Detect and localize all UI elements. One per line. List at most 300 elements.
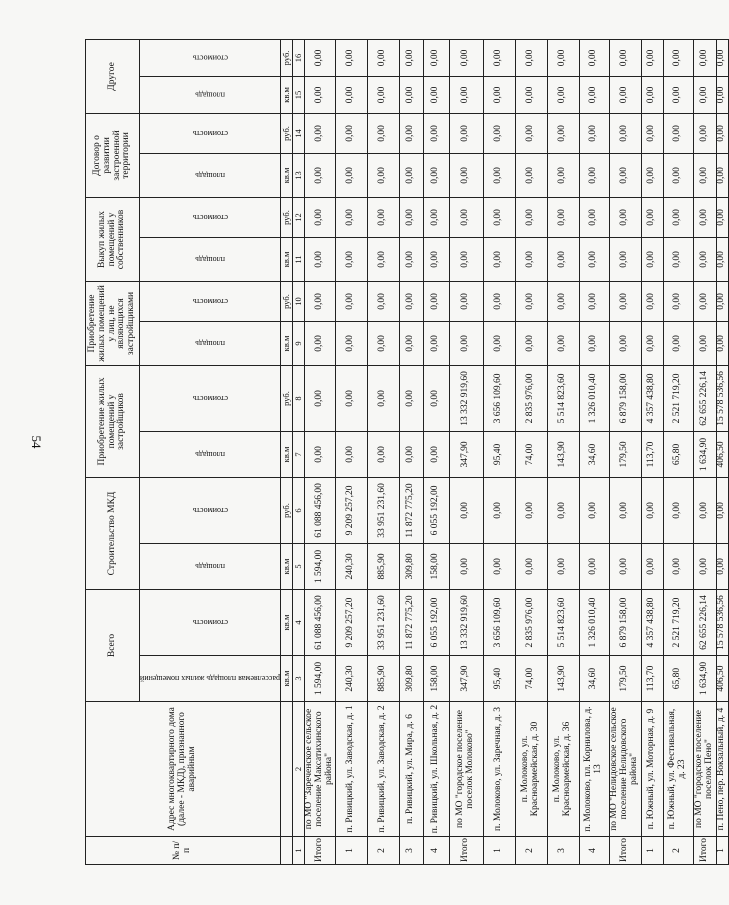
value-cell: 0,00 — [693, 543, 716, 589]
value-cell: 6 055 192,00 — [423, 477, 449, 543]
subheader-area: площадь — [140, 431, 281, 477]
value-cell: 0,00 — [367, 431, 399, 477]
unit-cell: кв.м — [280, 656, 292, 702]
table-row — [547, 39, 579, 864]
row-number-cell: 2 — [515, 837, 547, 865]
address-cell: п. Молоково, ул. Заречная, д. 3 — [483, 702, 515, 837]
subheader-cost: стоимость — [140, 365, 281, 431]
unit-cell: кв.м — [280, 153, 292, 197]
value-cell: 0,00 — [483, 197, 515, 237]
value-cell: 0,00 — [716, 197, 728, 237]
value-cell: 0,00 — [367, 197, 399, 237]
column-index-cell: 14 — [292, 113, 304, 153]
value-cell: 62 655 226,14 — [693, 365, 716, 431]
unit-cell: руб. — [280, 281, 292, 321]
value-cell: 0,00 — [367, 237, 399, 281]
subtotal-row — [609, 39, 641, 864]
col-header-build: Строительство МКД — [86, 477, 140, 589]
value-cell: 0,00 — [423, 39, 449, 76]
unit-cell: руб. — [280, 113, 292, 153]
value-cell: 0,00 — [579, 197, 609, 237]
value-cell: 0,00 — [335, 197, 367, 237]
value-cell: 0,00 — [547, 76, 579, 113]
value-cell: 0,00 — [399, 113, 423, 153]
value-cell: 0,00 — [716, 39, 728, 76]
value-cell: 0,00 — [335, 321, 367, 365]
value-cell: 2 521 719,20 — [663, 589, 693, 655]
value-cell: 885,90 — [367, 656, 399, 702]
address-cell: п. Пено, пер. Вокзальный, д. 4 — [716, 702, 728, 837]
address-cell: п. Ривицкий, ул. Мира, д. 6 — [399, 702, 423, 837]
subheader-area: площадь — [140, 543, 281, 589]
value-cell: 0,00 — [609, 321, 641, 365]
address-cell: п. Молоково, ул. Красноармейская, д. 30 — [515, 702, 547, 837]
value-cell: 0,00 — [449, 113, 483, 153]
col-header-buy-dev: Приобретение жилых помещений у застройщиков — [86, 365, 140, 477]
value-cell: 0,00 — [579, 113, 609, 153]
value-cell: 0,00 — [547, 197, 579, 237]
value-cell: 0,00 — [449, 237, 483, 281]
page-number: 54 — [29, 435, 44, 449]
value-cell: 0,00 — [693, 39, 716, 76]
value-cell: 34,60 — [579, 656, 609, 702]
value-cell: 0,00 — [663, 153, 693, 197]
subheader-cost: стоимость — [140, 113, 281, 153]
value-cell: 0,00 — [641, 237, 663, 281]
value-cell: 0,00 — [483, 113, 515, 153]
value-cell: 95,40 — [483, 431, 515, 477]
value-cell: 0,00 — [579, 543, 609, 589]
value-cell: 0,00 — [304, 431, 335, 477]
column-index-cell: 5 — [292, 543, 304, 589]
row-number-cell: 1 — [716, 837, 728, 865]
value-cell: 0,00 — [663, 113, 693, 153]
value-cell: 0,00 — [641, 153, 663, 197]
subheader-cost: стоимость — [140, 39, 281, 76]
value-cell: 0,00 — [515, 76, 547, 113]
value-cell: 0,00 — [663, 237, 693, 281]
value-cell: 0,00 — [579, 477, 609, 543]
table-row — [423, 39, 449, 864]
value-cell: 74,00 — [515, 431, 547, 477]
value-cell: 0,00 — [663, 39, 693, 76]
value-cell: 0,00 — [693, 321, 716, 365]
value-cell: 0,00 — [335, 237, 367, 281]
value-cell: 0,00 — [449, 477, 483, 543]
subheader-area: площадь — [140, 76, 281, 113]
value-cell: 2 835 976,00 — [515, 365, 547, 431]
value-cell: 13 332 919,60 — [449, 589, 483, 655]
value-cell: 0,00 — [367, 76, 399, 113]
value-cell: 0,00 — [449, 153, 483, 197]
value-cell: 34,60 — [579, 431, 609, 477]
value-cell: 0,00 — [423, 113, 449, 153]
value-cell: 240,30 — [335, 543, 367, 589]
value-cell: 0,00 — [367, 365, 399, 431]
address-cell: п. Южный, ул. Моторная, д. 9 — [641, 702, 663, 837]
value-cell: 0,00 — [716, 76, 728, 113]
value-cell: 179,50 — [609, 656, 641, 702]
value-cell: 1 594,00 — [304, 543, 335, 589]
value-cell: 4 357 438,80 — [641, 589, 663, 655]
column-index-cell: 9 — [292, 321, 304, 365]
value-cell: 0,00 — [515, 39, 547, 76]
value-cell: 0,00 — [609, 543, 641, 589]
value-cell: 0,00 — [367, 113, 399, 153]
value-cell: 0,00 — [641, 39, 663, 76]
row-number-cell: 4 — [579, 837, 609, 865]
value-cell: 1 326 010,40 — [579, 589, 609, 655]
address-cell: по МО "Зареченское сельское поселение Максатихинского района" — [304, 702, 335, 837]
value-cell: 0,00 — [335, 39, 367, 76]
subheader-area: площадь — [140, 237, 281, 281]
column-index-cell: 13 — [292, 153, 304, 197]
value-cell: 0,00 — [515, 197, 547, 237]
column-index-cell: 4 — [292, 589, 304, 655]
unit-cell: кв.м — [280, 543, 292, 589]
value-cell: 0,00 — [367, 39, 399, 76]
value-cell: 0,00 — [663, 197, 693, 237]
subheader-cost: стоимость — [140, 281, 281, 321]
value-cell: 0,00 — [449, 76, 483, 113]
unit-cell: кв.м — [280, 589, 292, 655]
value-cell: 0,00 — [547, 477, 579, 543]
table-row — [515, 39, 547, 864]
value-cell: 0,00 — [716, 113, 728, 153]
value-cell: 0,00 — [304, 321, 335, 365]
value-cell: 74,00 — [515, 656, 547, 702]
value-cell: 179,50 — [609, 431, 641, 477]
row-number-cell: 1 — [335, 837, 367, 865]
value-cell: 0,00 — [367, 321, 399, 365]
value-cell: 0,00 — [483, 76, 515, 113]
value-cell: 0,00 — [515, 281, 547, 321]
row-number-cell: Итого — [609, 837, 641, 865]
value-cell: 3 656 109,60 — [483, 589, 515, 655]
value-cell: 0,00 — [449, 39, 483, 76]
value-cell: 0,00 — [483, 477, 515, 543]
value-cell: 6 879 158,00 — [609, 365, 641, 431]
column-index-cell: 12 — [292, 197, 304, 237]
value-cell: 9 209 257,20 — [335, 477, 367, 543]
value-cell: 15 578 536,56 — [716, 365, 728, 431]
value-cell: 143,90 — [547, 431, 579, 477]
value-cell: 0,00 — [399, 153, 423, 197]
value-cell: 0,00 — [399, 321, 423, 365]
value-cell: 0,00 — [609, 237, 641, 281]
value-cell: 0,00 — [399, 197, 423, 237]
value-cell: 1 326 010,40 — [579, 365, 609, 431]
column-index-cell: 8 — [292, 365, 304, 431]
value-cell: 0,00 — [515, 113, 547, 153]
unit-cell: кв.м — [280, 321, 292, 365]
value-cell: 0,00 — [483, 39, 515, 76]
value-cell: 0,00 — [693, 237, 716, 281]
value-cell: 0,00 — [609, 39, 641, 76]
address-cell: п. Ривицкий, ул. Заводская, д. 1 — [335, 702, 367, 837]
value-cell: 0,00 — [609, 76, 641, 113]
resettlement-table — [85, 39, 729, 865]
value-cell: 0,00 — [609, 197, 641, 237]
subheader-cost: стоимость — [140, 477, 281, 543]
value-cell: 0,00 — [483, 281, 515, 321]
subtotal-row — [449, 39, 483, 864]
value-cell: 0,00 — [304, 113, 335, 153]
col-header-num: № п/п — [86, 837, 281, 865]
value-cell: 0,00 — [663, 543, 693, 589]
unit-cell — [280, 837, 292, 865]
value-cell: 0,00 — [641, 281, 663, 321]
value-cell: 0,00 — [423, 431, 449, 477]
value-cell: 0,00 — [693, 477, 716, 543]
value-cell: 0,00 — [304, 197, 335, 237]
value-cell: 0,00 — [367, 153, 399, 197]
table-row — [367, 39, 399, 864]
value-cell: 309,80 — [399, 656, 423, 702]
value-cell: 0,00 — [399, 365, 423, 431]
value-cell: 0,00 — [693, 197, 716, 237]
value-cell: 0,00 — [579, 153, 609, 197]
value-cell: 33 951 231,60 — [367, 589, 399, 655]
table-row — [483, 39, 515, 864]
value-cell: 0,00 — [693, 153, 716, 197]
value-cell: 0,00 — [304, 76, 335, 113]
address-cell: по МО "Нелидовское сельское поселение Нелидовского района" — [609, 702, 641, 837]
value-cell: 6 879 158,00 — [609, 589, 641, 655]
value-cell: 158,00 — [423, 543, 449, 589]
table-row — [399, 39, 423, 864]
address-cell: п. Южный, ул. Фестивальная, д. 23 — [663, 702, 693, 837]
unit-cell: руб. — [280, 39, 292, 76]
value-cell: 0,00 — [579, 281, 609, 321]
table-row — [663, 39, 693, 864]
value-cell: 0,00 — [609, 477, 641, 543]
value-cell: 113,70 — [641, 431, 663, 477]
address-cell: п. Молоково, ул. Красноармейская, д. 36 — [547, 702, 579, 837]
column-index-cell: 1 — [292, 837, 304, 865]
value-cell: 0,00 — [609, 281, 641, 321]
value-cell: 0,00 — [641, 76, 663, 113]
value-cell: 0,00 — [399, 76, 423, 113]
value-cell: 0,00 — [579, 76, 609, 113]
value-cell: 0,00 — [609, 153, 641, 197]
value-cell: 0,00 — [304, 281, 335, 321]
row-number-cell: 1 — [483, 837, 515, 865]
value-cell: 0,00 — [335, 76, 367, 113]
value-cell: 0,00 — [515, 477, 547, 543]
value-cell: 0,00 — [423, 76, 449, 113]
value-cell: 0,00 — [449, 321, 483, 365]
value-cell: 0,00 — [716, 477, 728, 543]
table-row — [641, 39, 663, 864]
row-number-cell: 3 — [547, 837, 579, 865]
row-number-cell: Итого — [693, 837, 716, 865]
subheader-area: площадь — [140, 153, 281, 197]
value-cell: 0,00 — [547, 543, 579, 589]
value-cell: 0,00 — [716, 321, 728, 365]
value-cell: 0,00 — [423, 197, 449, 237]
value-cell: 0,00 — [449, 197, 483, 237]
address-cell: п. Молоково, пл. Корнилова, д. 13 — [579, 702, 609, 837]
address-cell: по МО "городское поселение поселок Пено" — [693, 702, 716, 837]
column-index-cell: 6 — [292, 477, 304, 543]
value-cell: 0,00 — [663, 477, 693, 543]
value-cell: 885,90 — [367, 543, 399, 589]
value-cell: 0,00 — [693, 76, 716, 113]
value-cell: 1 594,00 — [304, 656, 335, 702]
unit-cell — [280, 702, 292, 837]
value-cell: 0,00 — [304, 237, 335, 281]
value-cell: 9 209 257,20 — [335, 589, 367, 655]
value-cell: 6 055 192,00 — [423, 589, 449, 655]
column-index-cell: 16 — [292, 39, 304, 76]
row-number-cell: Итого — [449, 837, 483, 865]
column-index-cell: 15 — [292, 76, 304, 113]
value-cell: 5 514 823,60 — [547, 365, 579, 431]
value-cell: 0,00 — [641, 197, 663, 237]
value-cell: 0,00 — [716, 237, 728, 281]
value-cell: 0,00 — [579, 321, 609, 365]
value-cell: 0,00 — [547, 321, 579, 365]
value-cell: 0,00 — [423, 321, 449, 365]
value-cell: 240,30 — [335, 656, 367, 702]
address-cell: п. Ривицкий, ул. Школьная, д. 2 — [423, 702, 449, 837]
value-cell: 0,00 — [304, 365, 335, 431]
value-cell: 0,00 — [515, 543, 547, 589]
address-cell: п. Ривицкий, ул. Заводская, д. 2 — [367, 702, 399, 837]
col-header-buy-nondev: Приобретение жилых помещений у лиц, не являющихся застройщиками — [86, 281, 140, 365]
value-cell: 15 578 536,56 — [716, 589, 728, 655]
value-cell: 0,00 — [483, 321, 515, 365]
value-cell: 0,00 — [641, 321, 663, 365]
value-cell: 0,00 — [423, 237, 449, 281]
subtotal-row — [693, 39, 716, 864]
value-cell: 95,40 — [483, 656, 515, 702]
subheader-area: площадь — [140, 321, 281, 365]
value-cell: 0,00 — [663, 321, 693, 365]
value-cell: 0,00 — [335, 365, 367, 431]
value-cell: 0,00 — [515, 237, 547, 281]
value-cell: 158,00 — [423, 656, 449, 702]
unit-cell: кв.м — [280, 237, 292, 281]
row-number-cell: Итого — [304, 837, 335, 865]
value-cell: 0,00 — [304, 153, 335, 197]
value-cell: 0,00 — [399, 281, 423, 321]
value-cell: 0,00 — [483, 237, 515, 281]
value-cell: 0,00 — [335, 431, 367, 477]
value-cell: 62 655 226,14 — [693, 589, 716, 655]
value-cell: 1 634,90 — [693, 431, 716, 477]
value-cell: 0,00 — [367, 281, 399, 321]
value-cell: 0,00 — [515, 153, 547, 197]
column-index-cell: 10 — [292, 281, 304, 321]
subheader-cost: стоимость — [140, 589, 281, 655]
row-number-cell: 2 — [663, 837, 693, 865]
value-cell: 0,00 — [693, 113, 716, 153]
value-cell: 0,00 — [335, 281, 367, 321]
value-cell: 0,00 — [423, 365, 449, 431]
subheader-cost: стоимость — [140, 197, 281, 237]
header-row-groups — [86, 39, 140, 864]
value-cell: 2 835 976,00 — [515, 589, 547, 655]
value-cell: 0,00 — [547, 237, 579, 281]
value-cell: 65,80 — [663, 431, 693, 477]
value-cell: 0,00 — [547, 281, 579, 321]
value-cell: 0,00 — [641, 477, 663, 543]
value-cell: 13 332 919,60 — [449, 365, 483, 431]
value-cell: 0,00 — [423, 153, 449, 197]
value-cell: 0,00 — [716, 153, 728, 197]
value-cell: 0,00 — [483, 543, 515, 589]
value-cell: 3 656 109,60 — [483, 365, 515, 431]
column-index-row — [292, 39, 304, 864]
col-header-contract: Договор о развитии застроенной территории — [86, 113, 140, 197]
value-cell: 0,00 — [547, 113, 579, 153]
value-cell: 0,00 — [641, 543, 663, 589]
row-number-cell: 1 — [641, 837, 663, 865]
value-cell: 0,00 — [693, 281, 716, 321]
value-cell: 0,00 — [483, 153, 515, 197]
value-cell: 113,70 — [641, 656, 663, 702]
value-cell: 11 872 775,20 — [399, 589, 423, 655]
rotated-table-wrapper — [85, 40, 727, 865]
value-cell: 65,80 — [663, 656, 693, 702]
value-cell: 0,00 — [579, 39, 609, 76]
value-cell: 0,00 — [641, 113, 663, 153]
value-cell: 4 357 438,80 — [641, 365, 663, 431]
subheader-resettled-area: расселяемая площадь жилых помещений — [140, 656, 281, 702]
value-cell: 0,00 — [579, 237, 609, 281]
col-header-total: Всего — [86, 589, 140, 701]
value-cell: 0,00 — [449, 543, 483, 589]
value-cell: 0,00 — [547, 153, 579, 197]
column-index-cell: 11 — [292, 237, 304, 281]
unit-cell: руб. — [280, 365, 292, 431]
unit-cell: кв.м — [280, 76, 292, 113]
subtotal-row — [304, 39, 335, 864]
value-cell: 0,00 — [663, 76, 693, 113]
value-cell: 0,00 — [515, 321, 547, 365]
row-number-cell: 2 — [367, 837, 399, 865]
value-cell: 61 088 456,00 — [304, 477, 335, 543]
value-cell: 33 951 231,60 — [367, 477, 399, 543]
value-cell: 0,00 — [399, 39, 423, 76]
value-cell: 2 521 719,20 — [663, 365, 693, 431]
column-index-cell: 7 — [292, 431, 304, 477]
col-header-redeem: Выкуп жилых помещений у собственников — [86, 197, 140, 281]
value-cell: 0,00 — [335, 153, 367, 197]
value-cell: 0,00 — [609, 113, 641, 153]
value-cell: 347,90 — [449, 656, 483, 702]
value-cell: 0,00 — [716, 281, 728, 321]
row-number-cell: 4 — [423, 837, 449, 865]
value-cell: 0,00 — [716, 543, 728, 589]
value-cell: 406,50 — [716, 431, 728, 477]
value-cell: 0,00 — [449, 281, 483, 321]
value-cell: 0,00 — [304, 39, 335, 76]
units-row — [280, 39, 292, 864]
column-index-cell: 3 — [292, 656, 304, 702]
address-cell: по МО "городское поселение поселок Молоково" — [449, 702, 483, 837]
table-row — [335, 39, 367, 864]
column-index-cell: 2 — [292, 702, 304, 837]
value-cell: 0,00 — [399, 431, 423, 477]
value-cell: 0,00 — [547, 39, 579, 76]
value-cell: 0,00 — [423, 281, 449, 321]
row-number-cell: 3 — [399, 837, 423, 865]
value-cell: 143,90 — [547, 656, 579, 702]
unit-cell: руб. — [280, 197, 292, 237]
